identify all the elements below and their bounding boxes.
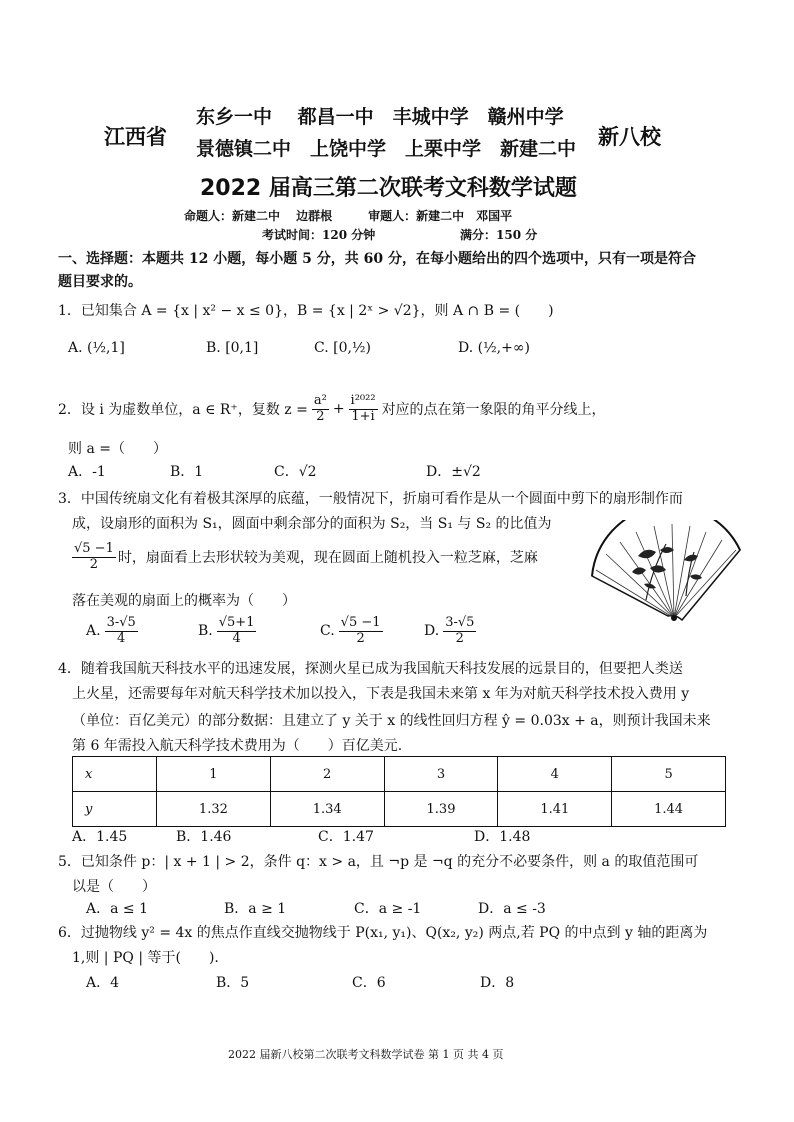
q5-option-d: D．a ≤ -3 (478, 901, 546, 917)
question-2-ask: 则 a =（ ） (68, 441, 167, 457)
schools-row-1: 东乡一中 都昌一中 丰城中学 赣州中学 (196, 106, 564, 128)
table-row-y (73, 792, 726, 827)
q2-option-a: A．-1 (68, 464, 106, 480)
folding-fan-image (586, 520, 746, 632)
q3-option-b: B. $\frac{√5+1}{4}$ (198, 615, 255, 646)
table-cell: 1.39 (384, 792, 498, 827)
q4-option-d: D．1.48 (474, 829, 531, 845)
q2-option-d: D．±√2 (426, 464, 481, 480)
question-6-line-1: 6．过抛物线 y² = 4x 的焦点作直线交抛物线于 P(x₁, y₁)、Q(x₂, y₂) 两点,若 PQ 的中点到 y 轴的距离为 (58, 925, 708, 941)
time-limit: 考试时间：120 分钟 (262, 228, 376, 242)
regression-data-table (72, 756, 726, 827)
q3-ratio-fraction: $\frac{√5 -1}{2}$ (74, 541, 114, 572)
q1-option-c: C. [0,½) (314, 340, 371, 356)
question-1-stem: 1．已知集合 A = {x | x² − x ≤ 0}，B = {x | 2ˣ > √2}，则 A ∩ B = ( ) (58, 303, 554, 319)
q2-fraction-2: $\frac{\text{i²⁰²²}}{1+i}$ (350, 393, 376, 424)
province-label: 江西省 (104, 125, 167, 149)
table-cell: 1.41 (498, 792, 612, 827)
page-footer: 2022 届新八校第二次联考文科数学试卷 第 1 页 共 4 页 (228, 1048, 504, 1061)
table-row-x (73, 757, 726, 792)
q6-option-d: D．8 (480, 975, 515, 991)
question-4-line-1: 4．随着我国航天科技水平的迅速发展，探测火星已成为我国航天科技发展的远景目的，但要把人类送 (58, 661, 683, 677)
question-4-line-2: 上火星，还需要每年对航天科学技术加以投入，下表是我国未来第 x 年为对航天科学技术投入费用 y (72, 686, 690, 702)
q5-option-a: A．a ≤ 1 (86, 901, 148, 917)
table-cell: 1.34 (270, 792, 384, 827)
q3-option-c: C. $\frac{√5 -1}{2}$ (320, 615, 381, 646)
group-label: 新八校 (598, 125, 661, 149)
table-cell: 1 (157, 757, 271, 792)
table-cell: 1.32 (157, 792, 271, 827)
question-3-line-2: 成，设扇形的面积为 S₁，圆面中剩余部分的面积为 S₂，当 S₁ 与 S₂ 的比值为 (72, 516, 552, 532)
question-2-stem: 2．设 i 为虚数单位，a ∈ R⁺，复数 z = $\frac{\text{a²}}{2}$ + $\frac{\text{i²⁰²²}}{1+i}$ 对应的点在第一象限的角平分线上， (58, 393, 606, 424)
q4-option-a: A．1.45 (72, 829, 128, 845)
question-5-line-2: 以是（ ） (72, 879, 156, 895)
section-heading: 一、选择题：本题共 12 小题，每小题 5 分，共 60 分，在每小题给出的四个选项中，只有一项是符合 (58, 251, 696, 267)
q1-option-b: B. [0,1] (206, 340, 259, 356)
schools-row-2: 景德镇二中 上饶中学 上栗中学 新建二中 (196, 138, 577, 160)
q3-option-d: D. $\frac{3-√5}{2}$ (424, 615, 475, 646)
table-cell: 5 (612, 757, 726, 792)
q6-option-c: C．6 (352, 975, 386, 991)
section-heading-cont: 题目要求的。 (58, 274, 142, 290)
question-3-line-4: 落在美观的扇面上的概率为（ ） (72, 593, 296, 609)
q1-option-d: D. (½,+∞) (458, 340, 530, 356)
page-title: 2022 届高三第二次联考文科数学试题 (200, 176, 577, 201)
q5-option-c: C．a ≥ -1 (354, 901, 422, 917)
q2-option-c: C．√2 (274, 464, 317, 480)
question-3-line-3: $\frac{√5 -1}{2}$ 时，扇面看上去形状较为美观，现在圆面上随机投入一粒芝麻，芝麻 (74, 541, 538, 572)
q6-option-b: B．5 (216, 975, 250, 991)
question-5-line-1: 5．已知条件 p：| x + 1 | > 2，条件 q：x > a，且 ¬p 是 ¬q 的充分不必要条件，则 a 的取值范围可 (58, 854, 699, 870)
table-cell-header-y: y (73, 792, 157, 827)
question-4-line-3: （单位：百亿美元）的部分数据：且建立了 y 关于 x 的线性回归方程 ŷ = 0.03x + a，则预计我国未来 (72, 713, 711, 729)
q3-option-a: A. $\frac{3-√5}{4}$ (86, 615, 136, 646)
table-cell: 1.44 (612, 792, 726, 827)
q4-option-b: B．1.46 (176, 829, 232, 845)
q6-option-a: A．4 (86, 975, 120, 991)
table-cell: 3 (384, 757, 498, 792)
table-cell: 4 (498, 757, 612, 792)
full-score: 满分：150 分 (460, 228, 538, 242)
table-cell-header-x: x (73, 757, 157, 792)
q5-option-b: B．a ≥ 1 (224, 901, 287, 917)
question-6-line-2: 1,则 | PQ | 等于( ). (72, 950, 219, 966)
q1-option-a: A. (½,1] (68, 340, 125, 356)
question-3-line-1: 3．中国传统扇文化有着极其深厚的底蕴，一般情况下，折扇可看作是从一个圆面中剪下的扇形制作而 (58, 491, 683, 507)
q4-option-c: C．1.47 (318, 829, 374, 845)
table-cell: 2 (270, 757, 384, 792)
question-4-line-4: 第 6 年需投入航天科学技术费用为（ ）百亿美元. (72, 738, 403, 754)
q2-fraction-1: $\frac{\text{a²}}{2}$ (313, 393, 327, 424)
q2-option-b: B．1 (170, 464, 204, 480)
authors-line: 命题人：新建二中 边群根 审题人：新建二中 邓国平 (184, 209, 513, 223)
